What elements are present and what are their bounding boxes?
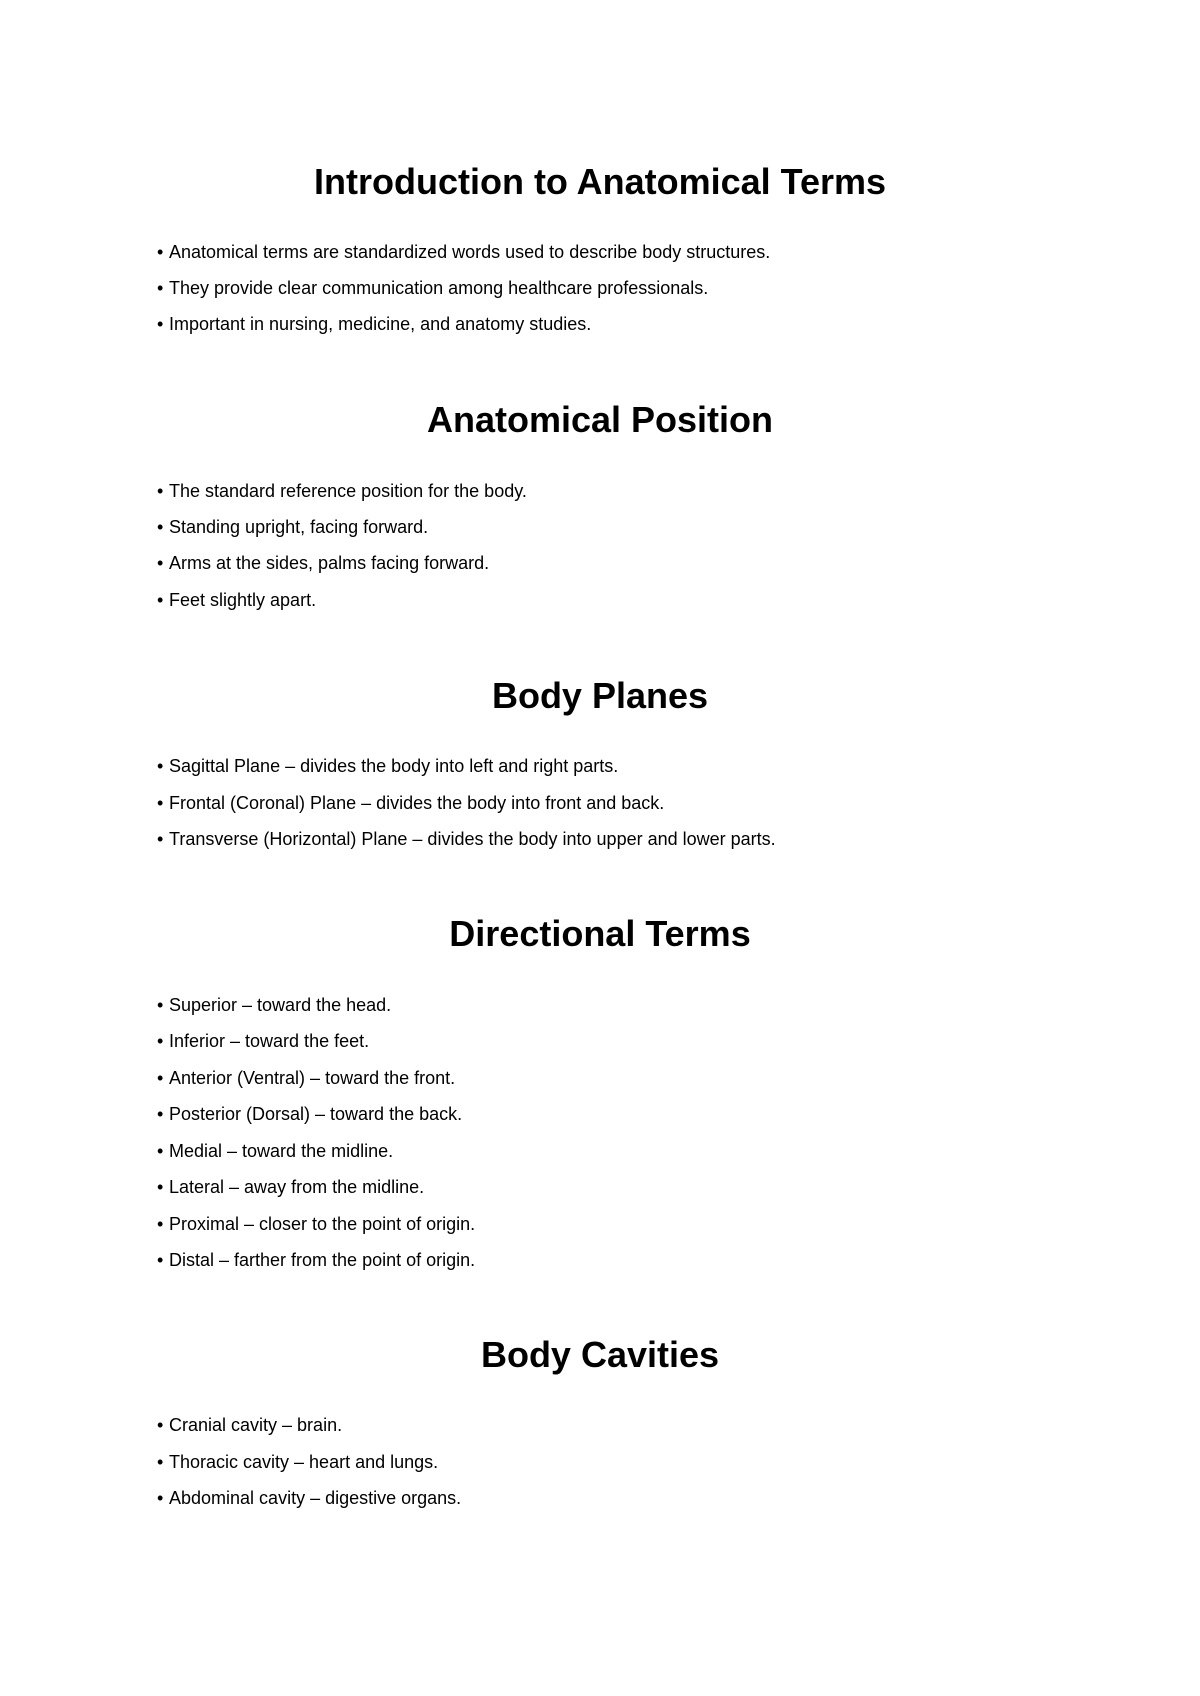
list-item [157,1102,462,1126]
list-item [157,827,776,851]
bullet-icon: • [157,314,164,334]
list-item-text: Sagittal Plane – divides the body into left and right parts. [169,756,619,776]
list-item-text: Cranial cavity – brain. [169,1415,343,1435]
list-item [157,551,489,575]
bullet-icon: • [157,590,164,610]
list-item-text: Anatomical terms are standardized words used to describe body structures. [169,242,771,262]
bullet-icon: • [157,278,164,298]
list-item-text: Arms at the sides, palms facing forward. [169,553,490,573]
list-item-text: Superior – toward the head. [169,995,392,1015]
list-item [157,1248,475,1272]
bullet-icon: • [157,1104,164,1124]
bullet-icon: • [157,1177,164,1197]
list-item [157,1450,438,1474]
bullet-icon: • [157,517,164,537]
section-heading: Anatomical Position [426,399,774,440]
bullet-icon: • [157,481,164,501]
list-item-text: Feet slightly apart. [169,590,317,610]
list-item-text: Lateral – away from the midline. [169,1177,425,1197]
list-item-text: Posterior (Dorsal) – toward the back. [169,1104,463,1124]
list-item [157,240,770,264]
bullet-icon: • [157,1214,164,1234]
list-item [157,754,618,778]
list-item [157,1029,369,1053]
bullet-icon: • [157,553,164,573]
bullet-icon: • [157,756,164,776]
section-heading: Body Cavities [480,1334,720,1375]
list-item [157,1486,461,1510]
bullet-icon: • [157,1415,164,1435]
list-item-text: They provide clear communication among healthcare professionals. [169,278,709,298]
section-heading: Directional Terms [449,913,751,954]
list-item-text: Anterior (Ventral) – toward the front. [169,1068,456,1088]
list-item-text: Standing upright, facing forward. [169,517,429,537]
list-item-text: Abdominal cavity – digestive organs. [169,1488,462,1508]
bullet-icon: • [157,829,164,849]
bullet-icon: • [157,1452,164,1472]
bullet-icon: • [157,1250,164,1270]
bullet-icon: • [157,1068,164,1088]
list-item-text: Proximal – closer to the point of origin. [169,1214,476,1234]
list-item [157,312,591,336]
list-item [157,1175,424,1199]
list-item [157,1139,393,1163]
list-item [157,1413,342,1437]
bullet-icon: • [157,1031,164,1051]
list-item [157,791,664,815]
list-item [157,515,428,539]
list-item-text: Medial – toward the midline. [169,1141,394,1161]
list-item-text: The standard reference position for the body. [169,481,527,501]
list-item-text: Transverse (Horizontal) Plane – divides the body into upper and lower parts. [169,829,776,849]
list-item-text: Distal – farther from the point of origin. [169,1250,476,1270]
list-item-text: Inferior – toward the feet. [169,1031,370,1051]
list-item-text: Frontal (Coronal) Plane – divides the body into front and back. [169,793,665,813]
list-item [157,1066,455,1090]
list-item-text: Important in nursing, medicine, and anatomy studies. [169,314,592,334]
list-item-text: Thoracic cavity – heart and lungs. [169,1452,439,1472]
section-heading: Introduction to Anatomical Terms [313,161,887,202]
list-item [157,993,391,1017]
bullet-icon: • [157,1488,164,1508]
list-item [157,1212,475,1236]
bullet-icon: • [157,995,164,1015]
bullet-icon: • [157,242,164,262]
list-item [157,276,708,300]
list-item [157,588,316,612]
list-item [157,479,527,503]
bullet-icon: • [157,793,164,813]
section-heading: Body Planes [491,675,709,716]
bullet-icon: • [157,1141,164,1161]
